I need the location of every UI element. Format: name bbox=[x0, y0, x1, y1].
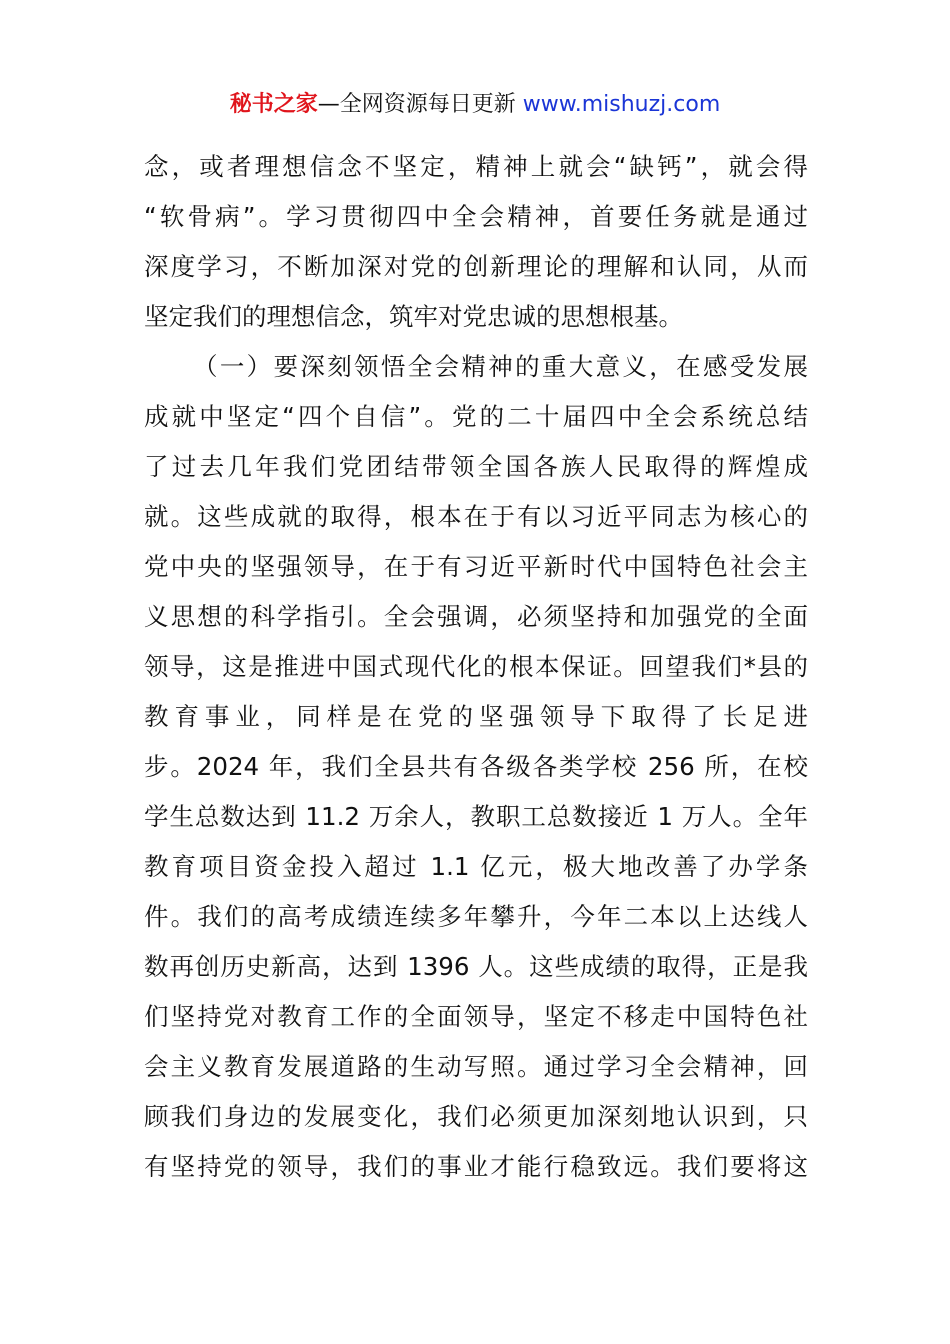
text-line: 数再创历史新高，达到 1396 人。这些成绩的取得，正是我 bbox=[144, 952, 808, 981]
text-line: 们坚持党对教育工作的全面领导，坚定不移走中国特色社 bbox=[144, 1002, 808, 1031]
text-line: 学生总数达到 11.2 万余人，教职工总数接近 1 万人。全年 bbox=[144, 802, 808, 831]
text-line: 深度学习，不断加深对党的创新理论的理解和认同，从而 bbox=[144, 252, 808, 281]
site-url[interactable]: www.mishuzj.com bbox=[522, 92, 721, 117]
site-tagline: —全网资源每日更新 bbox=[317, 92, 523, 117]
text-line: 顾我们身边的发展变化，我们必须更加深刻地认识到，只 bbox=[144, 1102, 808, 1131]
text-line: 教育事业，同样是在党的坚强领导下取得了长足进 bbox=[144, 702, 808, 731]
text-line: 领导，这是推进中国式现代化的根本保证。回望我们*县的 bbox=[144, 652, 808, 681]
page-header bbox=[0, 88, 950, 122]
text-line: 就。这些成就的取得，根本在于有以习近平同志为核心的 bbox=[144, 502, 808, 531]
text-line: 有坚持党的领导，我们的事业才能行稳致远。我们要将这 bbox=[144, 1152, 808, 1181]
paragraph-1 bbox=[144, 142, 808, 342]
text-line: 义思想的科学指引。全会强调，必须坚持和加强党的全面 bbox=[144, 602, 808, 631]
text-line: 件。我们的高考成绩连续多年攀升，今年二本以上达线人 bbox=[144, 902, 808, 931]
document-body bbox=[144, 142, 808, 1192]
text-line: 会主义教育发展道路的生动写照。通过学习全会精神，回 bbox=[144, 1052, 808, 1081]
text-line: 成就中坚定“四个自信”。党的二十届四中全会系统总结 bbox=[144, 402, 808, 431]
text-line: “软骨病”。学习贯彻四中全会精神，首要任务就是通过 bbox=[144, 202, 808, 231]
text-line: （一）要深刻领悟全会精神的重大意义，在感受发展 bbox=[193, 352, 808, 381]
text-line: 念，或者理想信念不坚定，精神上就会“缺钙”，就会得 bbox=[144, 152, 808, 181]
text-line: 了过去几年我们党团结带领全国各族人民取得的辉煌成 bbox=[144, 452, 808, 481]
text-line: 教育项目资金投入超过 1.1 亿元，极大地改善了办学条 bbox=[144, 852, 808, 881]
text-line: 坚定我们的理想信念，筑牢对党忠诚的思想根基。 bbox=[144, 302, 683, 331]
site-brand: 秘书之家 bbox=[229, 92, 318, 117]
text-line: 步。2024 年，我们全县共有各级各类学校 256 所，在校 bbox=[144, 752, 808, 781]
paragraph-2 bbox=[144, 342, 808, 1192]
text-line: 党中央的坚强领导，在于有习近平新时代中国特色社会主 bbox=[144, 552, 808, 581]
